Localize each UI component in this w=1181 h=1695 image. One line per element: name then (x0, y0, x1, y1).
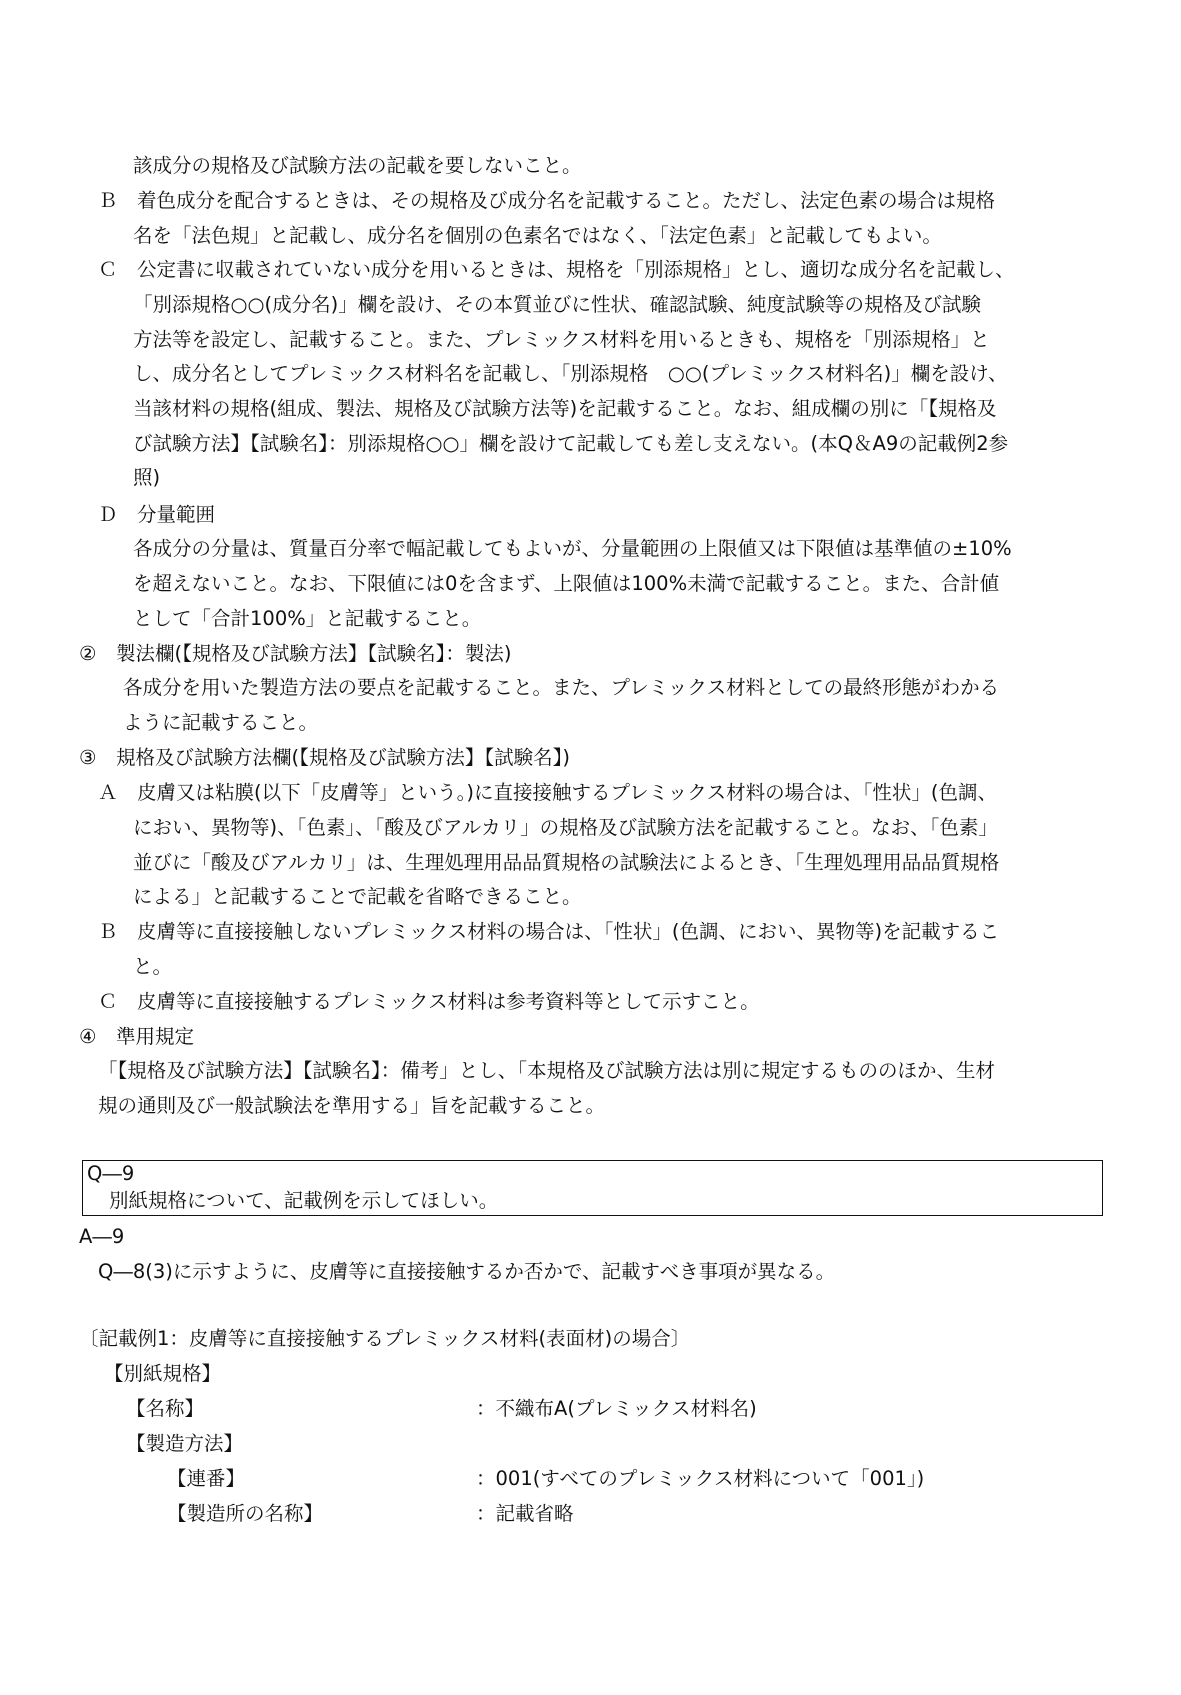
text-line: Ｄ 分量範囲 (98, 503, 216, 526)
field-label: 【名称】 (126, 1397, 205, 1420)
text-line: 当該材料の規格(組成、製法、規格及び試験方法等)を記載すること。なお、組成欄の別に「【規格及 (133, 397, 997, 420)
text-line: ② 製法欄(【規格及び試験方法】【試験名】：製法) (79, 642, 512, 665)
field-value: ：不織布A(プレミックス材料名) (476, 1397, 757, 1420)
answer-text: Q―8(3)に示すように、皮膚等に直接接触するか否かで、記載すべき事項が異なる。 (98, 1260, 836, 1283)
text-line: 該成分の規格及び試験方法の記載を要しないこと。 (133, 154, 582, 177)
text-line: による」と記載することで記載を省略できること。 (133, 885, 582, 908)
question-label: Q―9 (87, 1162, 135, 1185)
text-line: Ｃ 皮膚等に直接接触するプレミックス材料は参考資料等として示すこと。 (98, 990, 760, 1013)
text-line: 規の通則及び一般試験法を準用する」旨を記載すること。 (98, 1094, 606, 1117)
text-line: 「【規格及び試験方法】【試験名】：備考」とし、「本規格及び試験方法は別に規定するもののほか、生材 (98, 1059, 996, 1082)
text-line: Ａ 皮膚又は粘膜(以下「皮膚等」という。)に直接接触するプレミックス材料の場合は、「性状」(色調、 (98, 781, 997, 804)
field-label: 【製造方法】 (126, 1432, 244, 1455)
text-line: Ｂ 着色成分を配合するときは、その規格及び成分名を記載すること。ただし、法定色素の場合は規格 (98, 189, 996, 212)
text-line: として「合計100%」と記載すること。 (133, 607, 482, 630)
text-line: 名を「法色規」と記載し、成分名を個別の色素名ではなく、「法定色素」と記載してもよい。 (133, 224, 942, 247)
text-line: 「別添規格○○(成分名)」欄を設け、その本質並びに性状、確認試験、純度試験等の規格及び試験 (133, 293, 981, 316)
field-value: ：001(すべてのプレミックス材料について「001」) (476, 1467, 925, 1490)
text-line: を超えないこと。なお、下限値には0を含まず、上限値は100%未満で記載すること。また、合計値 (133, 572, 1000, 595)
text-line: と。 (133, 955, 173, 978)
text-line: 【別紙規格】 (104, 1362, 222, 1385)
text-line: 方法等を設定し、記載すること。また、プレミックス材料を用いるときも、規格を「別添規格」と (133, 328, 990, 351)
text-line: び試験方法】【試験名】：別添規格○○」欄を設けて記載しても差し支えない。(本Q＆A9の記載例2参 (133, 432, 1009, 455)
text-line: Ｂ 皮膚等に直接接触しないプレミックス材料の場合は、「性状」(色調、におい、異物等)を記載するこ (98, 920, 1000, 943)
text-line: し、成分名としてプレミックス材料名を記載し、「別添規格 ○○(プレミックス材料名)」欄を設け、 (133, 362, 1008, 385)
text-line: Ｃ 公定書に収載されていない成分を用いるときは、規格を「別添規格」とし、適切な成分名を記載し、 (98, 258, 1015, 281)
field-label: 【製造所の名称】 (167, 1502, 324, 1525)
field-label: 【連番】 (167, 1467, 246, 1490)
text-line: 各成分の分量は、質量百分率で幅記載してもよいが、分量範囲の上限値又は下限値は基準値の±10% (133, 537, 1012, 560)
text-line: ③ 規格及び試験方法欄(【規格及び試験方法】【試験名】) (79, 746, 570, 769)
example-heading: 〔記載例1：皮膚等に直接接触するプレミックス材料(表面材)の場合〕 (79, 1327, 691, 1350)
text-line: 並びに「酸及びアルカリ」は、生理処理用品品質規格の試験法によるとき、「生理処理用品品質規格 (133, 851, 1000, 874)
field-value: ：記載省略 (476, 1502, 574, 1525)
question-text: 別紙規格について、記載例を示してほしい。 (109, 1189, 499, 1212)
text-line: 照) (133, 466, 161, 489)
text-line: ④ 準用規定 (79, 1025, 194, 1048)
text-line: 各成分を用いた製造方法の要点を記載すること。また、プレミックス材料としての最終形態がわかる (123, 676, 1000, 699)
text-line: ように記載すること。 (123, 711, 319, 734)
text-line: におい、異物等)、「色素」、「酸及びアルカリ」の規格及び試験方法を記載すること。なお、「色素」 (133, 816, 998, 839)
answer-label: A―9 (79, 1225, 125, 1248)
